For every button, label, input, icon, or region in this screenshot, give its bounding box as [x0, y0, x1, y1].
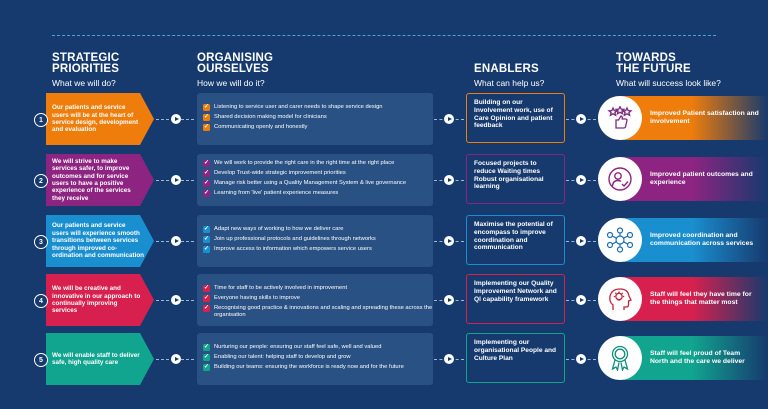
action-text: Building our teams: ensuring the workforce is ready now and for the future: [214, 364, 404, 371]
check-icon: ✓: [203, 295, 210, 302]
header-title: TOWARDS: [616, 52, 676, 64]
action-text: Enabling our talent: helping staff to develop and grow: [214, 354, 351, 361]
header-priorities: [52, 53, 119, 88]
row-number-badge: 4: [34, 294, 48, 308]
action-text: Improve access to information which empowers service users: [214, 246, 372, 253]
award-ribbon-icon: [598, 336, 642, 380]
priority-arrow: [46, 154, 154, 206]
header-title: ENABLERS: [474, 63, 539, 75]
actions-box: [197, 333, 433, 385]
future-text: Improved coordination and communication across services: [650, 232, 754, 247]
arrow-right-icon: [444, 114, 454, 124]
header-future: [616, 53, 721, 88]
check-icon: ✓: [203, 364, 210, 371]
strategy-row: [0, 333, 768, 385]
header-title: OURSELVES: [197, 63, 269, 75]
check-icon: ✓: [203, 354, 210, 361]
lightbulb-head-icon: [598, 277, 642, 321]
future-outcome: [598, 218, 768, 262]
check-icon: ✓: [203, 344, 210, 351]
actions-box: [197, 93, 433, 145]
action-item: [203, 160, 433, 167]
future-text: Staff will feel they have time for the things that matter most: [650, 291, 752, 306]
enabler-text: Implementing our organisational People and Culture Plan: [474, 339, 557, 362]
action-item: [203, 285, 433, 292]
priority-text: We will be creative and innovative in our approach to continually improving services: [52, 285, 141, 315]
action-text: Everyone having skills to improve: [214, 295, 301, 302]
top-divider: [52, 35, 716, 36]
arrow-right-icon: [171, 354, 181, 364]
check-icon: ✓: [203, 246, 210, 253]
action-text: Develop Trust-wide strategic improvement priorities: [214, 170, 346, 176]
arrow-right-icon: [444, 295, 454, 305]
action-text: Nurturing our people: ensuring our staff feel safe, well and valued: [214, 344, 382, 351]
network-people-icon: [598, 218, 642, 262]
row-number-badge: 2: [34, 174, 48, 188]
arrow-right-icon: [171, 175, 181, 185]
action-text: Shared decision making model for clinicians: [214, 114, 327, 121]
future-outcome: [598, 157, 768, 201]
arrow-right-icon: [444, 354, 454, 364]
arrow-right-icon: [171, 236, 181, 246]
row-number-badge: 1: [34, 113, 48, 127]
action-item: [203, 170, 433, 177]
arrow-right-icon: [576, 114, 586, 124]
header-enablers: [474, 64, 544, 88]
action-item: [203, 236, 433, 243]
check-icon: ✓: [203, 124, 210, 131]
action-item: [203, 114, 433, 121]
future-text: Improved patient outcomes and experience: [650, 171, 753, 186]
action-text: Learning from 'live' patient experience measures: [214, 190, 339, 196]
arrow-right-icon: [444, 236, 454, 246]
row-number-badge: 5: [34, 353, 48, 367]
action-item: [203, 124, 433, 131]
priority-text: We will enable staff to deliver safe, high quality care: [52, 351, 140, 366]
check-icon: ✓: [203, 104, 210, 111]
future-outcome: [598, 96, 768, 140]
check-icon: ✓: [203, 180, 210, 186]
enabler-text: Building on our Involvement work, use of Care Opinion and patient feedback: [474, 99, 553, 130]
action-text: Join up professional protocols and guidelines through networks: [214, 236, 376, 243]
header-subtitle: What will success look like?: [616, 78, 721, 88]
priority-arrow: [46, 215, 154, 267]
header-organising: [197, 53, 273, 88]
action-text: Adapt new ways of working to how we deliver care: [214, 226, 344, 233]
actions-box: [197, 215, 433, 267]
action-item: [203, 354, 433, 361]
enabler-box: [466, 333, 565, 383]
header-title: PRIORITIES: [52, 63, 120, 75]
future-outcome: [598, 277, 768, 321]
future-text: Staff will feel proud of Team North and the care we deliver: [650, 350, 745, 365]
arrow-right-icon: [444, 175, 454, 185]
enabler-text: Implementing our Quality Improvement Network and QI capability framework: [474, 280, 557, 303]
check-icon: ✓: [203, 160, 210, 166]
check-icon: ✓: [203, 170, 210, 176]
strategy-row: [0, 154, 768, 206]
check-icon: ✓: [203, 190, 210, 196]
action-item: [203, 344, 433, 351]
action-text: Communicating openly and honestly: [214, 124, 308, 131]
action-item: [203, 190, 433, 197]
enabler-text: Maximise the potential of encompass to improve coordination and communication: [474, 221, 553, 252]
action-text: Listening to service user and carer needs to shape service design: [214, 104, 383, 111]
arrow-right-icon: [171, 114, 181, 124]
header-title: THE FUTURE: [616, 63, 691, 75]
action-item: [203, 246, 433, 253]
check-icon: ✓: [203, 305, 210, 312]
enabler-box: [466, 154, 565, 204]
header-title: STRATEGIC: [52, 52, 120, 64]
priority-arrow: [46, 93, 154, 145]
action-text: Recognising good practice & innovations and scaling and spreading these across the organisation: [214, 305, 433, 319]
arrow-right-icon: [576, 236, 586, 246]
header-title: ORGANISING: [197, 52, 274, 64]
check-icon: ✓: [203, 114, 210, 121]
strategy-row: [0, 274, 768, 326]
enabler-text: Focused projects to reduce Waiting times Robust organisational learning: [474, 160, 544, 191]
action-text: Manage risk better using a Quality Management System & live governance: [214, 180, 407, 186]
priority-text: We will strive to make services safer, to improve outcomes and for service users to have a positive experience of the services they receive: [52, 157, 131, 202]
header-subtitle: How we will do it?: [197, 78, 265, 88]
action-item: [203, 180, 433, 187]
arrow-right-icon: [171, 295, 181, 305]
actions-box: [197, 154, 433, 206]
priority-arrow: [46, 274, 154, 326]
action-item: [203, 364, 433, 371]
action-item: [203, 305, 433, 319]
check-icon: ✓: [203, 236, 210, 243]
strategy-row: [0, 215, 768, 267]
stars-thumbs-up-icon: [598, 96, 642, 140]
action-text: Time for staff to be actively involved in improvement: [214, 285, 348, 292]
check-icon: ✓: [203, 226, 210, 233]
check-icon: ✓: [203, 285, 210, 292]
future-text: Improved Patient satisfaction and involvement: [650, 110, 759, 125]
priority-arrow: [46, 333, 154, 385]
enabler-box: [466, 93, 565, 143]
strategy-row: [0, 93, 768, 145]
action-item: [203, 295, 433, 302]
action-text: We will work to provide the right care in the right time at the right place: [214, 160, 395, 166]
header-subtitle: What we will do?: [52, 78, 116, 88]
priority-text: Our patients and service users will be at the heart of service design, development and evaluation: [52, 104, 139, 134]
enabler-box: [466, 215, 565, 265]
arrow-right-icon: [576, 295, 586, 305]
action-item: [203, 104, 433, 111]
enabler-box: [466, 274, 565, 324]
person-check-icon: [598, 157, 642, 201]
arrow-right-icon: [576, 354, 586, 364]
row-number-badge: 3: [34, 235, 48, 249]
priority-text: Our patients and service users will experience smooth transitions between services through improved co-ordination and communication: [52, 222, 145, 260]
action-item: [203, 226, 433, 233]
future-outcome: [598, 336, 768, 380]
header-subtitle: What can help us?: [474, 78, 545, 88]
arrow-right-icon: [576, 175, 586, 185]
actions-box: [197, 274, 433, 326]
